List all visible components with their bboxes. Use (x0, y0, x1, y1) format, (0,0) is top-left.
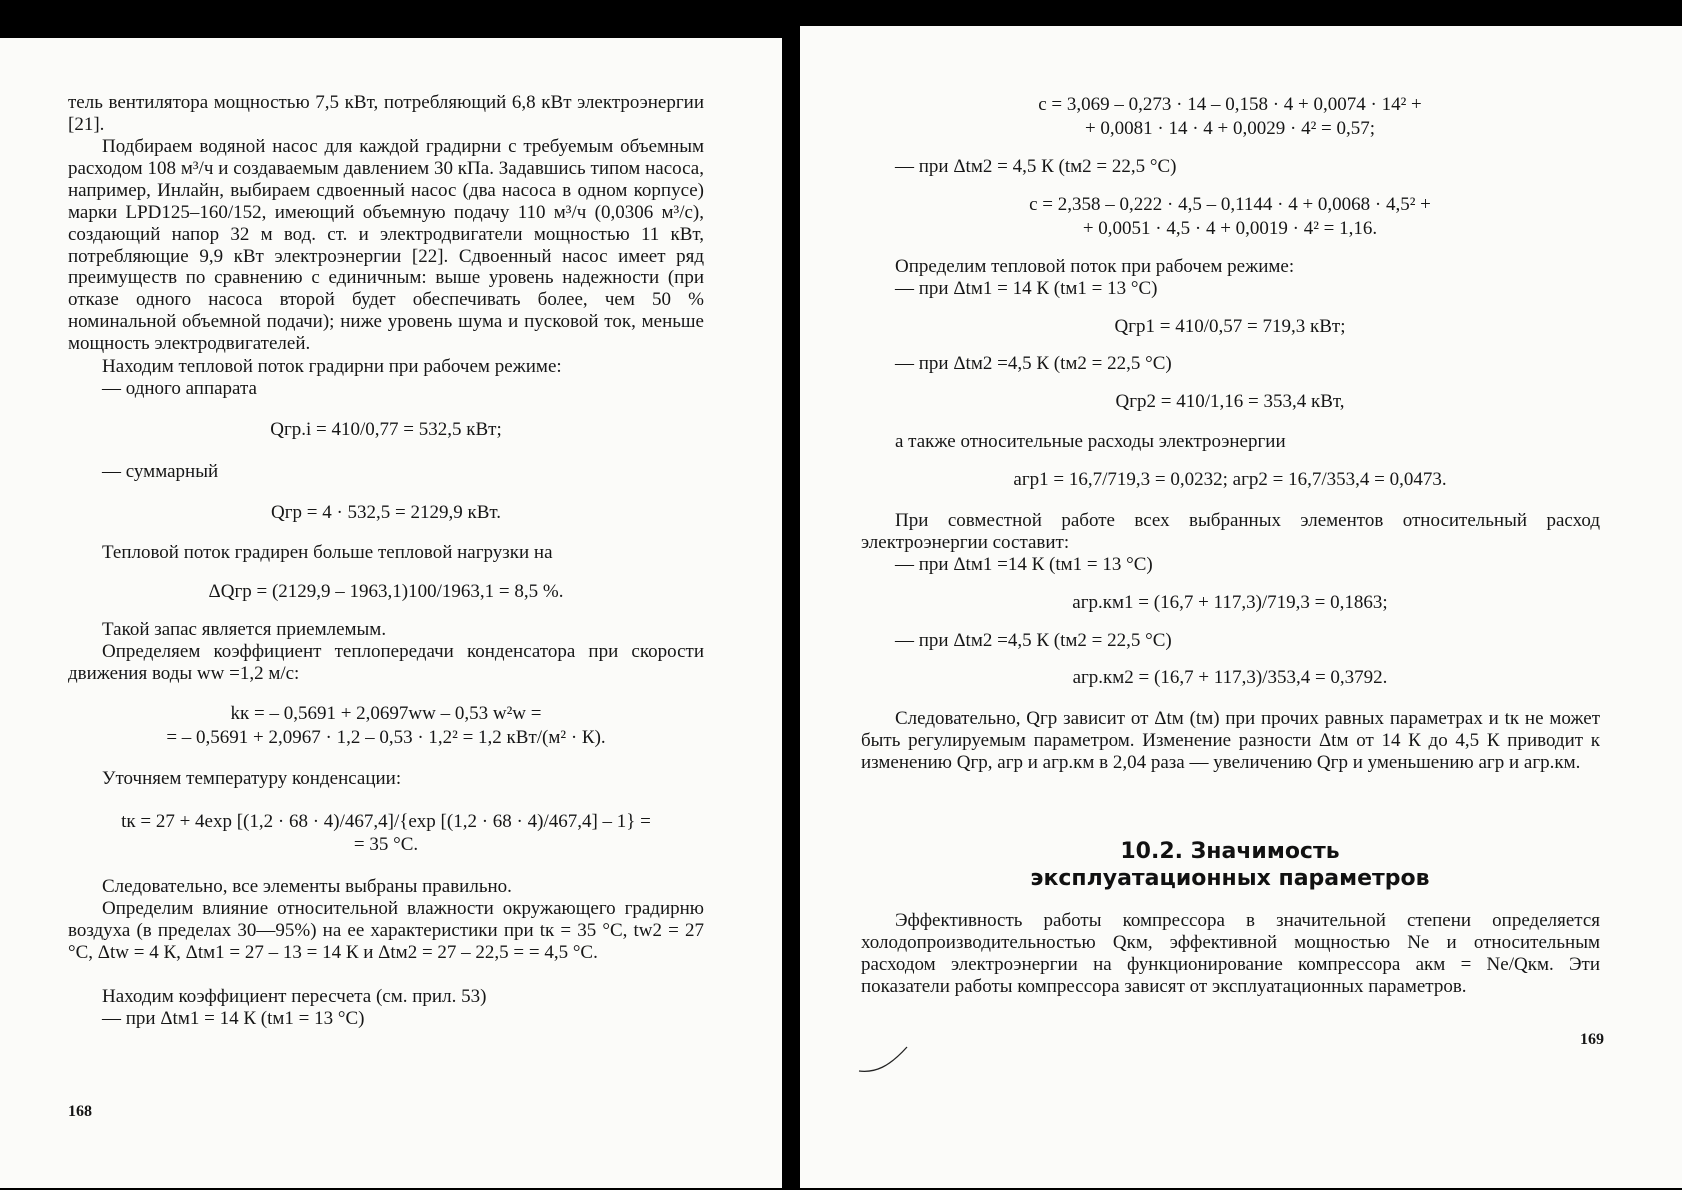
paragraph: Уточняем температуру конденсации: (102, 768, 402, 789)
formula: + 0,0081 · 14 · 4 + 0,0029 · 4² = 0,57; (1084, 118, 1376, 139)
pen-stroke-mark (855, 1041, 915, 1077)
paragraph: Эффективность работы компрессора в значительной степени определяется холодопроизводительностью Qкм, эффективной мощностью Nе и относительным расходом электроэнергии на функционирование компрессора aкм = Nе/Qкм. Эти показатели работы компрессора зависят от эксплуатационных параметров. (861, 910, 1600, 997)
left-page (0, 38, 782, 1188)
formula: + 0,0051 · 4,5 · 4 + 0,0019 · 4² = 1,16. (1082, 218, 1378, 239)
formula: ΔQгр = (2129,9 – 1963,1)100/1963,1 = 8,5 %. (208, 581, 564, 602)
formula: tк = 27 + 4exp [(1,2 · 68 · 4)/467,4]/{exp [(1,2 · 68 · 4)/467,4] – 1} = (121, 811, 651, 832)
paragraph: а также относительные расходы электроэнергии (895, 431, 1286, 452)
paragraph: — при Δtм1 = 14 К (tм1 = 13 °С) (102, 1008, 365, 1029)
formula: = 35 °С. (353, 834, 419, 855)
paragraph: Определим влияние относительной влажности окружающего градирню воздуха (в пределах 30—95%) на ее характеристики при tк = 35 °С, tw2 = 27 °С, Δtw = 4 К, Δtм1 = 27 – 13 = 14 К и Δtм2 = 27 – 22,5 = = 4,5 °С. (68, 898, 704, 963)
case-line: — при Δtм1 = 14 К (tм1 = 13 °С) (895, 278, 1158, 299)
right-page (800, 26, 1682, 1188)
paragraph: Находим тепловой поток градирни при рабочем режиме: (102, 356, 562, 377)
formula: Qгр2 = 410/1,16 = 353,4 кВт, (1115, 391, 1345, 412)
paragraph: Определим тепловой поток при рабочем режиме: (895, 256, 1295, 277)
formula: aгр1 = 16,7/719,3 = 0,0232; aгр2 = 16,7/353,4 = 0,0473. (1013, 469, 1447, 490)
paragraph: Следовательно, Qгр зависит от Δtм (tм) при прочих равных параметрах и tк не может быть регулируемым параметром. Изменение разности Δtм от 14 К до 4,5 К приводит к изменению Qгр, aгр и aгр.км в 2,04 раза — увеличению Qгр и уменьшению aгр и aгр.км. (861, 708, 1600, 773)
paragraph: Тепловой поток градирен больше тепловой нагрузки на (102, 542, 553, 563)
formula: Qгр1 = 410/0,57 = 719,3 кВт; (1114, 316, 1346, 337)
formula: kк = – 0,5691 + 2,0697ww – 0,53 w²w = (230, 703, 542, 724)
case-line: — при Δtм2 =4,5 К (tм2 = 22,5 °С) (895, 630, 1172, 651)
paragraph: тель вентилятора мощностью 7,5 кВт, потребляющий 6,8 кВт электроэнергии [21]. (68, 92, 704, 135)
formula: Qгр = 4 · 532,5 = 2129,9 кВт. (270, 502, 502, 523)
case-line: — при Δtм1 =14 К (tм1 = 13 °С) (895, 554, 1153, 575)
formula: aгр.км1 = (16,7 + 117,3)/719,3 = 0,1863; (1072, 592, 1388, 613)
page-number: 168 (68, 1103, 92, 1120)
section-heading: 10.2. Значимость эксплуатационных параметров (1030, 839, 1430, 891)
paragraph: — одного аппарата (102, 378, 257, 399)
page-number: 169 (1580, 1031, 1604, 1048)
formula: = – 0,5691 + 2,0967 · 1,2 – 0,53 · 1,2² = 1,2 кВт/(м² · К). (166, 727, 606, 748)
formula: c = 3,069 – 0,273 · 14 – 0,158 · 4 + 0,0074 · 14² + (1038, 94, 1422, 115)
formula: Qгр.i = 410/0,77 = 532,5 кВт; (270, 419, 502, 440)
paragraph: Подбираем водяной насос для каждой градирни с требуемым объемным расходом 108 м³/ч и создаваемым давлением 30 кПа. Задавшись типом насоса, например, Инлайн, выбираем сдвоенный насос (два насоса в одном корпусе) марки LPD125–160/152, имеющий объемную подачу 110 м³/ч (0,0306 м³/с), создающий напор 32 м вод. ст. и электродвигатели мощностью 11 кВт, потребляющие 9,9 кВт электроэнергии [22]. Сдвоенный насос имеет ряд преимуществ по сравнению с единичным: выше уровень надежности (при отказе одного насоса второй будет обеспечивать более, чем 50 % номинальной объемной подачи); ниже уровень шума и пусковой ток, меньше мощность электродвигателей. (68, 136, 704, 355)
paragraph: Определяем коэффициент теплопередачи конденсатора при скорости движения воды ww =1,2 м/с: (68, 641, 704, 684)
case-line: — при Δtм2 = 4,5 К (tм2 = 22,5 °С) (895, 156, 1177, 177)
formula: c = 2,358 – 0,222 · 4,5 – 0,1144 · 4 + 0,0068 · 4,5² + (1029, 194, 1431, 215)
paragraph: При совместной работе всех выбранных элементов относительный расход электроэнергии составит: (861, 510, 1600, 553)
formula: aгр.км2 = (16,7 + 117,3)/353,4 = 0,3792. (1072, 667, 1388, 688)
paragraph: Находим коэффициент пересчета (см. прил. 53) (102, 986, 487, 1007)
case-line: — при Δtм2 =4,5 К (tм2 = 22,5 °С) (895, 353, 1172, 374)
paragraph: Следовательно, все элементы выбраны правильно. (102, 876, 512, 897)
paragraph: — суммарный (102, 461, 219, 482)
paragraph: Такой запас является приемлемым. (102, 619, 387, 640)
